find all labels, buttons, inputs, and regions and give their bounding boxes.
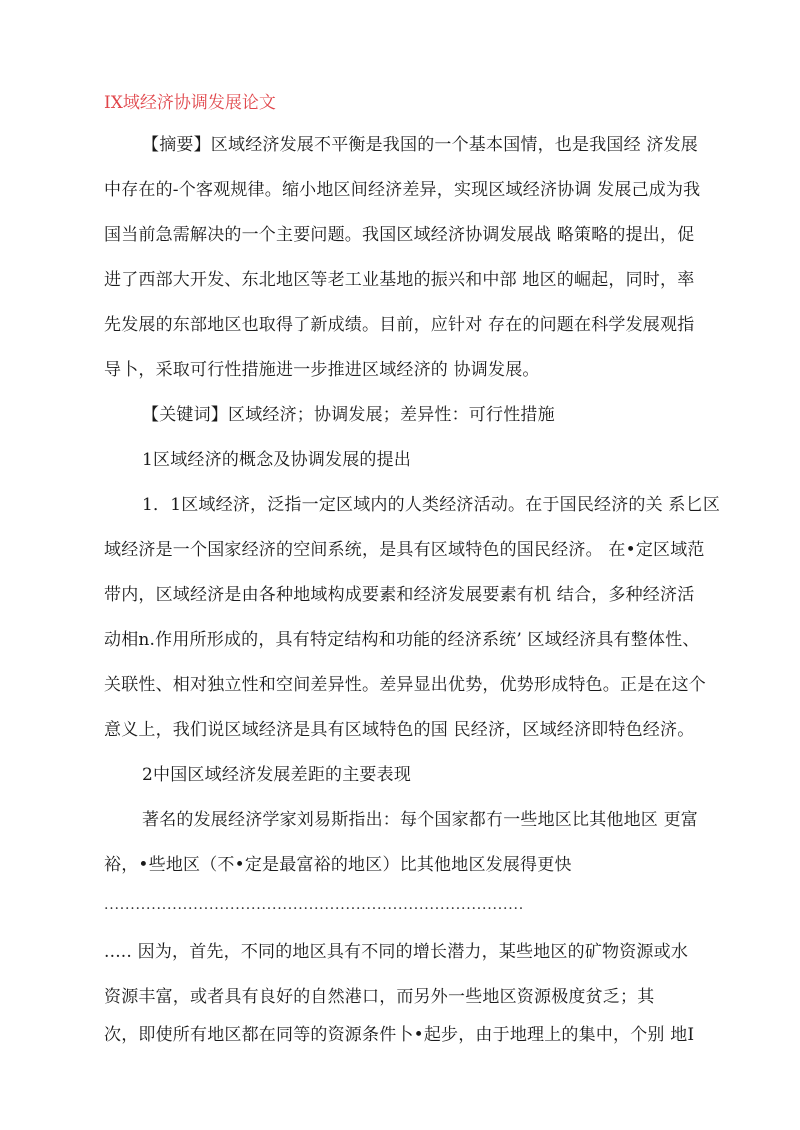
paragraph-line: 国当前急需解决的一个主要问题。我国区域经济协调发展战 略策略的提出，促 xyxy=(104,225,695,245)
section-heading: 1区域经济的概念及协调发展的提出 xyxy=(142,450,412,470)
paragraph-line: 动相n.作用所形成的，具有特定结构和功能的经济系统’ 区域经济具有整体性、 xyxy=(104,630,700,650)
paragraph-line: 域经济是一个国家经济的空间系统，是具有区域特色的国民经济。 在•定区域范 xyxy=(104,540,705,560)
paragraph-line: 先发展的东部地区也取得了新成绩。目前，应针对 存在的问题在科学发展观指 xyxy=(104,315,695,335)
paragraph-line: 著名的发展经济学家刘易斯指出：每个国家都冇一些地区比其他地区 更富 xyxy=(142,810,699,830)
paragraph-line: 裕，•些地区（不•定是最富裕的地区）比其他地区发展得更快 xyxy=(104,855,572,875)
document-title: IX域经济协调发展论文 xyxy=(104,93,276,113)
dotted-leader-line: ................................................................................ xyxy=(104,897,525,913)
paragraph-line: 中存在的-个客观规律。缩小地区间经济差异，实现区域经济协调 发展己成为我 xyxy=(104,180,701,200)
paragraph-line: 意义上，我们说区域经济是具有区域特色的国 民经济，区域经济即特色经济。 xyxy=(104,720,695,740)
paragraph-line: 次，即使所有地区都在同等的资源条件卜•起步，由于地理上的集中，个别 地I xyxy=(104,1025,695,1045)
paragraph-line: 1．1区域经济，泛指一定区域内的人类经济活动。在于国民经济的关 系匕区 xyxy=(142,495,721,515)
keywords-line: 【关键词】区域经济；协调发展；差异性：可行性措施 xyxy=(142,405,555,425)
paragraph-line: 【摘要】区域经济发展不平衡是我国的一个基本国情，也是我国经 济发展 xyxy=(142,135,699,155)
paragraph-line: 带内，区域经济是由各种地域构成要素和经济发展要素有机 结合，多种经济活 xyxy=(104,585,695,605)
paragraph-line: 资源丰富，或者具有良好的自然港口，而另外一些地区资源极度贫乏；其 xyxy=(104,987,655,1007)
paragraph-line: ..... 因为，首先，不同的地区具有不同的增长潜力，某些地区的矿物资源或水 xyxy=(104,942,689,962)
paragraph-line: 导卜，采取可行性措施进一步推进区域经济的 协调发展。 xyxy=(104,360,540,380)
section-heading: 2中国区域经济发展差距的主要表现 xyxy=(142,765,412,785)
paragraph-line: 关联性、相对独立性和空间差异性。差异显出优势，优势形成特色。正是在这个 xyxy=(104,675,706,695)
paragraph-line: 进了西部大开发、东北地区等老工业基地的振兴和中部 地区的崛起，同时，率 xyxy=(104,270,695,290)
